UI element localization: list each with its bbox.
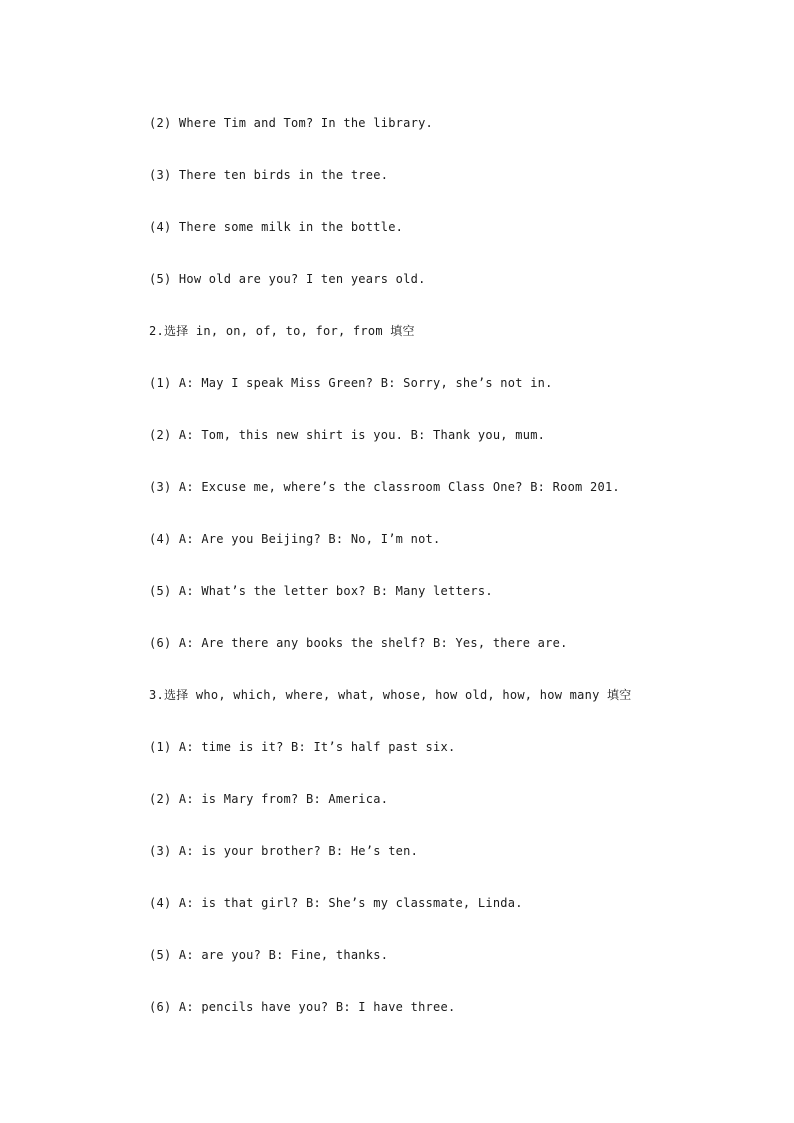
exercise-3-item-3: (3) A: is your brother? B: He’s ten. — [149, 844, 419, 858]
exercise-3-item-2: (2) A: is Mary from? B: America. — [149, 792, 389, 806]
exercise-3-heading: 3.选择 who, which, where, what, whose, how old, how, how many 填空 — [149, 688, 632, 702]
exercise-2-item-3: (3) A: Excuse me, where’s the classroom Class One? B: Room 201. — [149, 480, 620, 494]
exercise-2-heading: 2.选择 in, on, of, to, for, from 填空 — [149, 324, 415, 338]
exercise-2-item-4: (4) A: Are you Beijing? B: No, I’m not. — [149, 532, 441, 546]
exercise-3-item-1: (1) A: time is it? B: It’s half past six. — [149, 740, 456, 754]
exercise-3-item-5: (5) A: are you? B: Fine, thanks. — [149, 948, 389, 962]
exercise-1-item-5: (5) How old are you? I ten years old. — [149, 272, 426, 286]
exercise-3-item-6: (6) A: pencils have you? B: I have three. — [149, 1000, 456, 1014]
exercise-2-item-5: (5) A: What’s the letter box? B: Many letters. — [149, 584, 493, 598]
exercise-2-item-6: (6) A: Are there any books the shelf? B: Yes, there are. — [149, 636, 568, 650]
exercise-2-item-1: (1) A: May I speak Miss Green? B: Sorry, she’s not in. — [149, 376, 553, 390]
exercise-1-item-4: (4) There some milk in the bottle. — [149, 220, 404, 234]
exercise-1-item-2: (2) Where Tim and Tom? In the library. — [149, 116, 434, 130]
exercise-2-item-2: (2) A: Tom, this new shirt is you. B: Thank you, mum. — [149, 428, 546, 442]
exercise-1-item-3: (3) There ten birds in the tree. — [149, 168, 389, 182]
exercise-3-item-4: (4) A: is that girl? B: She’s my classmate, Linda. — [149, 896, 523, 910]
